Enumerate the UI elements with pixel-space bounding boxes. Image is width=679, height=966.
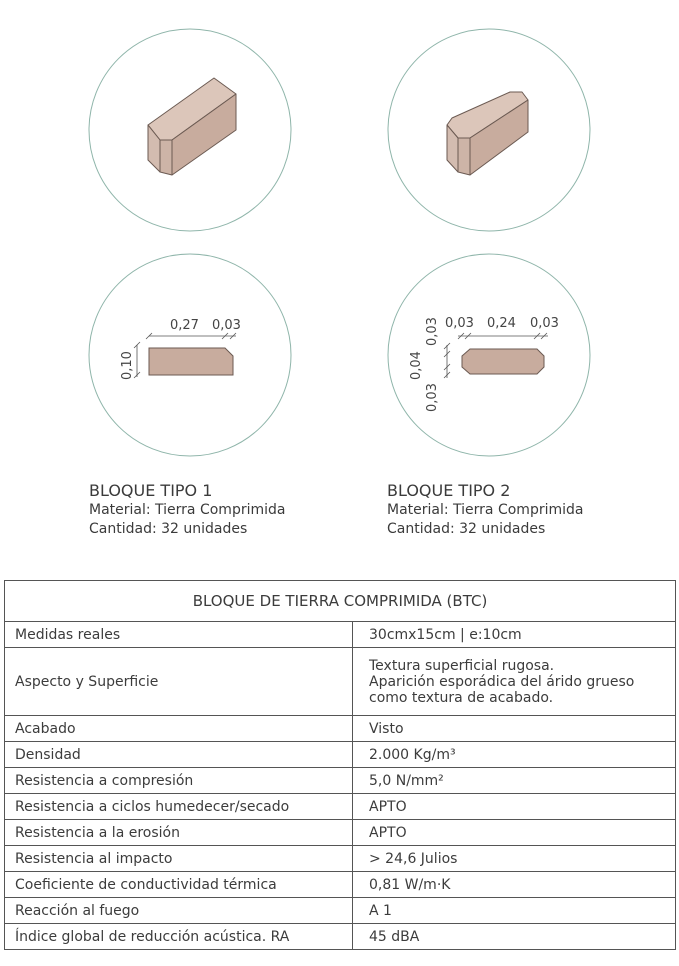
row-label: Resistencia a compresión [5, 768, 353, 794]
dim-block2-chamfer-left: 0,03 [445, 316, 474, 331]
row-value: Visto [353, 716, 676, 742]
drawings [0, 0, 679, 470]
row-label: Aspecto y Superficie [5, 648, 353, 716]
block1-plan-icon [120, 318, 241, 380]
row-label: Resistencia a la erosión [5, 820, 353, 846]
dim-block1-chamfer: 0,03 [212, 318, 241, 333]
block2-plan-icon [409, 316, 559, 412]
block1-3d-icon [148, 78, 236, 175]
row-label: Reacción al fuego [5, 898, 353, 924]
caption-block1 [89, 480, 285, 539]
row-value: 5,0 N/mm² [353, 768, 676, 794]
block1-title: BLOQUE TIPO 1 [89, 481, 213, 500]
caption-block2 [387, 480, 583, 539]
table-title: BLOQUE DE TIERRA COMPRIMIDA (BTC) [5, 581, 676, 622]
dim-block2-length: 0,24 [487, 316, 516, 331]
block2-material: Material: Tierra Comprimida [387, 502, 584, 518]
row-label: Densidad [5, 742, 353, 768]
table-row [5, 768, 676, 794]
row-value: > 24,6 Julios [353, 846, 676, 872]
row-value: 45 dBA [353, 924, 676, 950]
row-value-line: como textura de acabado. [369, 689, 554, 706]
row-value: 2.000 Kg/m³ [353, 742, 676, 768]
row-label: Resistencia a ciclos humedecer/secado [5, 794, 353, 820]
row-label: Resistencia al impacto [5, 846, 353, 872]
dim-block1-width: 0,10 [120, 351, 135, 380]
row-value [353, 648, 676, 716]
block1-quantity: Cantidad: 32 unidades [89, 521, 248, 537]
row-label: Índice global de reducción acústica. RA [5, 924, 353, 950]
table-row [5, 846, 676, 872]
row-value: APTO [353, 820, 676, 846]
table-row [5, 742, 676, 768]
dim-block2-side-mid: 0,04 [409, 351, 424, 380]
table-row [5, 622, 676, 648]
row-label: Medidas reales [5, 622, 353, 648]
table-row [5, 716, 676, 742]
row-label: Acabado [5, 716, 353, 742]
block2-quantity: Cantidad: 32 unidades [387, 521, 546, 537]
block2-3d-icon [447, 92, 528, 175]
row-value-line: Aparición esporádica del árido grueso [369, 673, 635, 690]
row-label: Coeficiente de conductividad térmica [5, 872, 353, 898]
dim-block2-side-top: 0,03 [425, 317, 440, 346]
table-row [5, 794, 676, 820]
table-row [5, 820, 676, 846]
dim-block1-length: 0,27 [170, 318, 199, 333]
row-value: 30cmx15cm | e:10cm [353, 622, 676, 648]
dim-block2-side-bottom: 0,03 [425, 383, 440, 412]
block1-material: Material: Tierra Comprimida [89, 502, 286, 518]
row-value: 0,81 W/m·K [353, 872, 676, 898]
spec-table [4, 580, 676, 950]
row-value-line: Textura superficial rugosa. [369, 657, 555, 674]
row-value: APTO [353, 794, 676, 820]
table-row [5, 872, 676, 898]
block2-title: BLOQUE TIPO 2 [387, 481, 511, 500]
row-value: A 1 [353, 898, 676, 924]
table-row [5, 924, 676, 950]
table-row [5, 898, 676, 924]
table-header-row [5, 581, 676, 622]
table-row [5, 648, 676, 716]
dim-block2-chamfer-right: 0,03 [530, 316, 559, 331]
